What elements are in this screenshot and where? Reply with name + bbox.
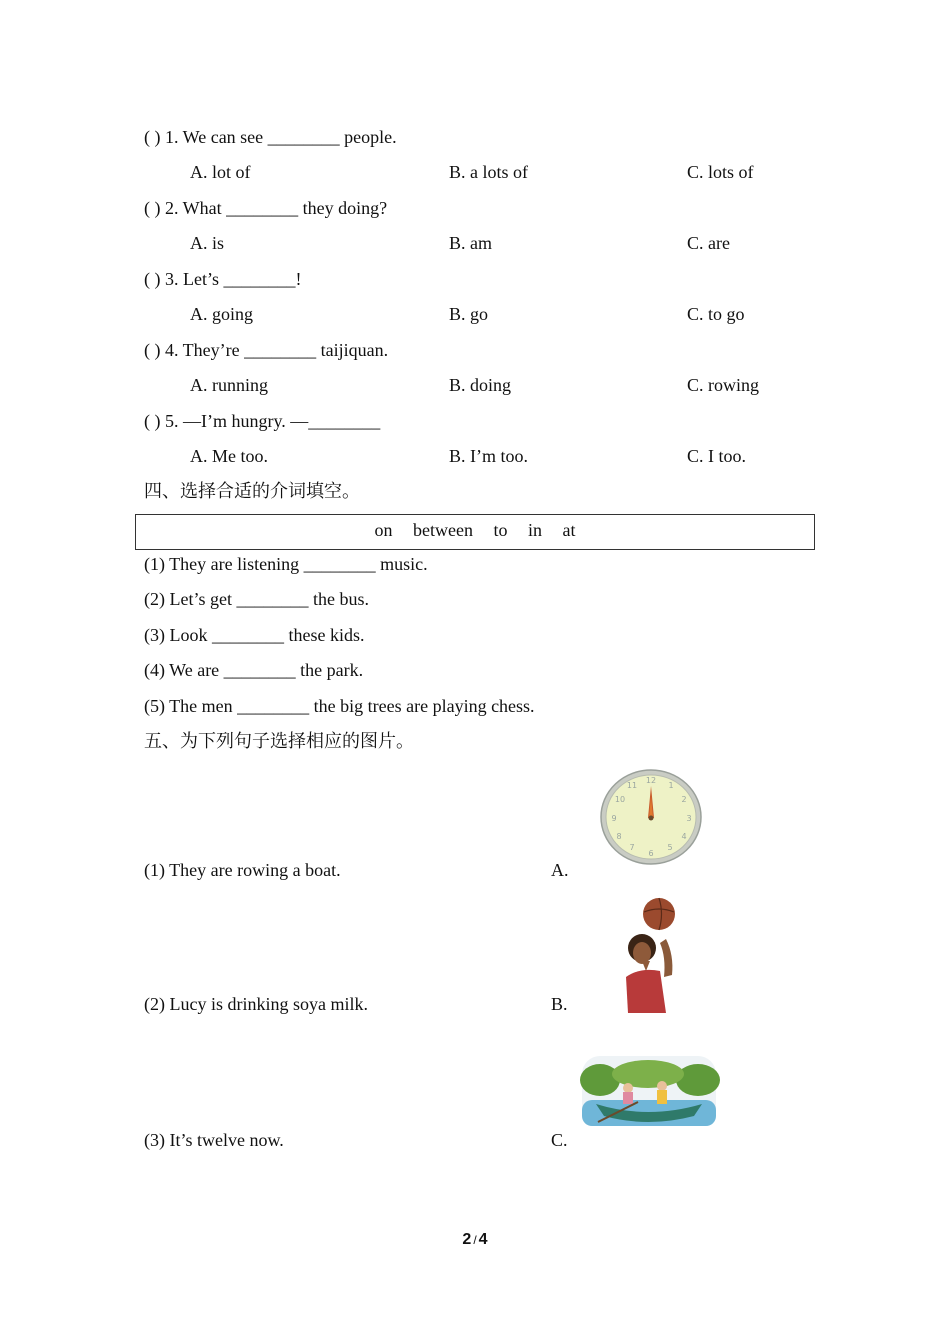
svg-text:12: 12 bbox=[645, 776, 657, 785]
mc-stem-2: ( ) 2. What ________ they doing? bbox=[144, 198, 388, 218]
page-current: 2 bbox=[462, 1231, 472, 1248]
mc-option-c-1: C. lots of bbox=[687, 162, 754, 182]
svg-text:1: 1 bbox=[668, 781, 674, 790]
svg-text:4: 4 bbox=[681, 832, 687, 841]
word-bank-word: in bbox=[527, 520, 542, 540]
svg-text:10: 10 bbox=[614, 795, 626, 804]
section4-heading: 四、选择合适的介词填空。 bbox=[144, 481, 360, 501]
page-total: 4 bbox=[478, 1231, 488, 1248]
page-separator: / bbox=[473, 1233, 477, 1247]
match-sentence-1: (1) They are rowing a boat. bbox=[144, 860, 341, 880]
word-bank bbox=[136, 521, 814, 539]
mc-option-c-3: C. to go bbox=[687, 304, 745, 324]
page-number bbox=[0, 1231, 950, 1249]
svg-text:3: 3 bbox=[686, 814, 692, 823]
match-letter-b: B. bbox=[551, 994, 568, 1014]
clock-icon bbox=[600, 768, 704, 866]
section5-heading: 五、为下列句子选择相应的图片。 bbox=[144, 731, 414, 751]
svg-text:2: 2 bbox=[681, 795, 687, 804]
svg-text:5: 5 bbox=[667, 843, 673, 852]
fill-blank-item-3: (3) Look ________ these kids. bbox=[144, 625, 365, 645]
mc-option-b-5: B. I’m too. bbox=[449, 446, 528, 466]
rowing-boat-icon bbox=[578, 1050, 720, 1132]
mc-option-a-1: A. lot of bbox=[190, 162, 251, 182]
word-bank-word: at bbox=[562, 520, 576, 540]
fill-blank-item-2: (2) Let’s get ________ the bus. bbox=[144, 589, 369, 609]
mc-option-a-5: A. Me too. bbox=[190, 446, 268, 466]
word-bank-word: to bbox=[493, 520, 508, 540]
mc-option-a-4: A. running bbox=[190, 375, 268, 395]
fill-blank-item-5: (5) The men ________ the big trees are playing chess. bbox=[144, 696, 535, 716]
mc-stem-3: ( ) 3. Let’s ________! bbox=[144, 269, 302, 289]
boy-basketball-icon bbox=[608, 895, 684, 1013]
word-bank-word: on bbox=[374, 520, 393, 540]
svg-text:7: 7 bbox=[629, 843, 635, 852]
mc-option-b-2: B. am bbox=[449, 233, 492, 253]
match-letter-c: C. bbox=[551, 1130, 568, 1150]
mc-option-b-1: B. a lots of bbox=[449, 162, 528, 182]
word-bank-box bbox=[135, 514, 815, 550]
mc-stem-1: ( ) 1. We can see ________ people. bbox=[144, 127, 397, 147]
svg-text:9: 9 bbox=[611, 814, 617, 823]
mc-stem-5: ( ) 5. —I’m hungry. —________ bbox=[144, 411, 381, 431]
mc-option-b-4: B. doing bbox=[449, 375, 512, 395]
match-letter-a: A. bbox=[551, 860, 569, 880]
mc-option-b-3: B. go bbox=[449, 304, 489, 324]
mc-option-c-5: C. I too. bbox=[687, 446, 747, 466]
mc-option-a-2: A. is bbox=[190, 233, 225, 253]
fill-blank-item-1: (1) They are listening ________ music. bbox=[144, 554, 428, 574]
mc-stem-4: ( ) 4. They’re ________ taijiquan. bbox=[144, 340, 389, 360]
word-bank-word: between bbox=[413, 520, 473, 540]
svg-text:6: 6 bbox=[648, 849, 654, 858]
match-sentence-2: (2) Lucy is drinking soya milk. bbox=[144, 994, 368, 1014]
svg-text:8: 8 bbox=[616, 832, 622, 841]
mc-option-a-3: A. going bbox=[190, 304, 253, 324]
fill-blank-item-4: (4) We are ________ the park. bbox=[144, 660, 364, 680]
svg-text:11: 11 bbox=[626, 781, 638, 790]
mc-option-c-2: C. are bbox=[687, 233, 730, 253]
mc-option-c-4: C. rowing bbox=[687, 375, 759, 395]
match-sentence-3: (3) It’s twelve now. bbox=[144, 1130, 284, 1150]
